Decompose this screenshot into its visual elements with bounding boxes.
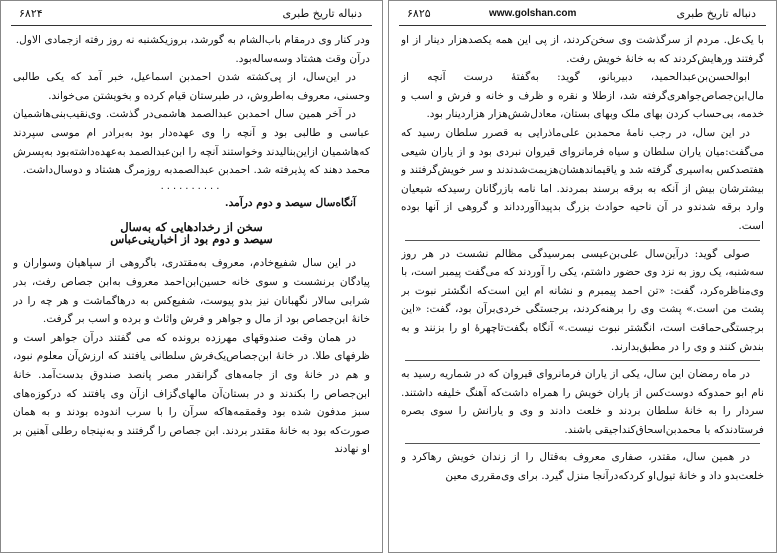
paragraph: در همین سال، مقتدر، صفاری معروف به‌قتال را از زندان خویش رهاکرد و خلعت‌بدو داد و خانهٔ‌ ‌تیول‌او کردکه‌درآنجا منزل گیرد. برای وی‌مقرری معین xyxy=(401,451,764,483)
left-page-number: ۶۸۲۴ xyxy=(19,7,43,20)
left-body-text xyxy=(13,31,370,550)
site-watermark: www.golshan.com xyxy=(489,8,577,19)
section-heading-line-1: سخن از رخدادهایی که به‌سال xyxy=(120,220,263,235)
left-running-header xyxy=(11,5,372,26)
paragraph: صولی گوید: درآین‌سال علی‌بن‌عیسی بمرسیدگی مظالم نشست در هر روز سه‌شنبه، یک روز به نزد وی حضور داشتم، یکی را آوردند که می‌گفت پیمبر است، با وی‌مناظره‌کرد، گفت: «تن احمد پیمبرم و نشانه ام این است‌که انگشتر نبوت بر پشت من است.» پشت وی را برهنه‌کردند، برجستگی خردی‌برآن بود، گفت: «این برجستگی‌حماقت است، انگشتر نبوت نیست.» آنگاه بگفت‌تاچهرهٔ او را بزنند و به بندش کنند و وی را در مطبق‌بدارند. xyxy=(401,247,764,353)
divider xyxy=(405,443,760,444)
paragraph: در این‌سال، از پی‌کشته شدن احمدبن اسماعیل، خبر آمد که یکی طالبی وحسنی، معروف به‌اطروش، در طبرستان قیام کرده و بخویشتن می‌خواند. xyxy=(13,71,370,102)
paragraph: در همان وقت صندوقهای مهرزده برونده که می گفتند درآن جواهر است و ظرفهای طلا. در خانهٔ ابن‌جصاص‌یک‌فرش سلطانی یافتند که ارزش‌آن معلوم نبود، و هم در خانهٔ وی از جامه‌های گرانقدر مصر پانصد صندوق بدست‌آمد. خانهٔ ابن‌جصاص را بکندند و در بستان‌آن مالهای‌گزاف ازآن وی یافتند که درکوزه‌های سبز مدفون شده بود وقمقمه‌هاکه سرآن را با سرب اندوده بودند و به همان صورت‌که بود به خانهٔ مقتدر بردند. ابن جصاص را گرفتند و به‌نپنجاه رطلی آهنین بر او نهادند xyxy=(13,331,370,456)
year-line: آنگاه‌سال سیصد و دوم درآمد. xyxy=(224,196,356,209)
paragraph: ودر کنار وی درمقام باب‌الشام به گورشد، بروزیکشنبه نه روز رفته ازجمادی الاول. xyxy=(15,34,370,46)
paragraph: با یک‌عل. مردم از سرگذشت وی سخن‌کردند، از پی‌ این همه یکصدهزار دینار از او گرفتند ورهایش‌کردند که به خانهٔ خویش رفت. xyxy=(401,34,764,65)
left-header-title: دنباله تاریخ طبری xyxy=(282,7,362,20)
paragraph: در آخر همین سال احمدبن عبدالصمد هاشمی‌در گذشت. وی‌نقیب‌بنی‌هاشمیان عباسی و طالبی بود و آنچه را وی عهده‌دار بود به‌برادر ام موسی سپردند که‌هاشمیان ازاین‌بنالیدند وخواستند آنچه را ابن‌عبدالصمد به‌عهده‌داشته‌بود به‌پسرش محمد دهند که پذیرفته شد. احمدبن عبدالصمدبه روزمرگ هشتاد و دوسال‌داشت. xyxy=(13,108,370,177)
left-page xyxy=(0,0,383,553)
right-running-header xyxy=(399,5,766,26)
right-page-number: ۶۸۲۵ xyxy=(407,7,431,20)
paragraph: در این سال شفیع‌خادم، معروف به‌مقتدری، باگروهی از سپاهیان وسواران و پیادگان برنشست و سوی خانه حسین‌ابن‌احمد معروف به‌ابن جصاص رفت، بدر شرابی سالار نگهبانان نیز بدو پیوست، شفیع‌کس به درهاگماشت و هر چه را در خانهٔ ابن‌جصاص بود از مال و جواهر و فرش واثاث و برده و اسب بر گرفت. xyxy=(13,257,370,326)
right-page xyxy=(388,0,777,553)
paragraph: در این سال، در رجب نامهٔ محمدبن علی‌ماذرایی به قصرر سلطان رسید که می‌گفت:میان یاران سلطان و سیاه فرمانروای قیروان نبردی بود و از یاران شیعی هفتصدکس به‌اسیری گرفته شد و یاقیماندهشان‌هزیمت‌شدندند و سر خویش‌گرفتند و بیشترشان بیش از آنکه به برقه برسند بمردند. اما نامه بازرگانان رسیدکه شیعیان وارد برقه شدندو در آن ناحیه حوادث بزرگ بدپیداآوردداند و گروهی از آنها بوده است. xyxy=(401,126,764,232)
right-header-title: دنباله تاریخ طبری xyxy=(676,7,756,20)
paragraph: در ماه رمضان این سال، یکی از یاران فرمانروای قیروان که در شماریه رسید به نام ابو حمدوکه دوست‌کس از یاران خویش را همراه داشت‌که آهنگ خلیفه داشتند. سردار را به خانهٔ سلطان بردند و خلعت دادند و وی و یارانش را سوی بصره فرستادندکه با محمدبن‌اسحاق‌کنداجیقی باشند. xyxy=(401,368,764,436)
paragraph: ابوالحسن‌بن‌عبدالحمید، دبیربانو، گوید: به‌گفتهٔ درست آنچه از مال‌ابن‌جصاص‌جواهری‌گرفته شد، ازطلا و نقره و ظرف و خانه و فرش و اسب و خدمه، بی‌حساب کردن بهای ملک وبهای بستان، معادل‌شش‌هزار هزاردینار بود. xyxy=(401,71,764,121)
paragraph: درآن وقت هشتاد وسه‌ساله‌بود. xyxy=(235,52,370,65)
right-body-text xyxy=(401,31,764,550)
separator-dots: .......... xyxy=(160,180,223,192)
divider xyxy=(405,240,760,241)
divider xyxy=(405,360,760,361)
section-heading-line-2: سیصد و دوم بود از اخبارینی‌عباس xyxy=(110,232,273,247)
